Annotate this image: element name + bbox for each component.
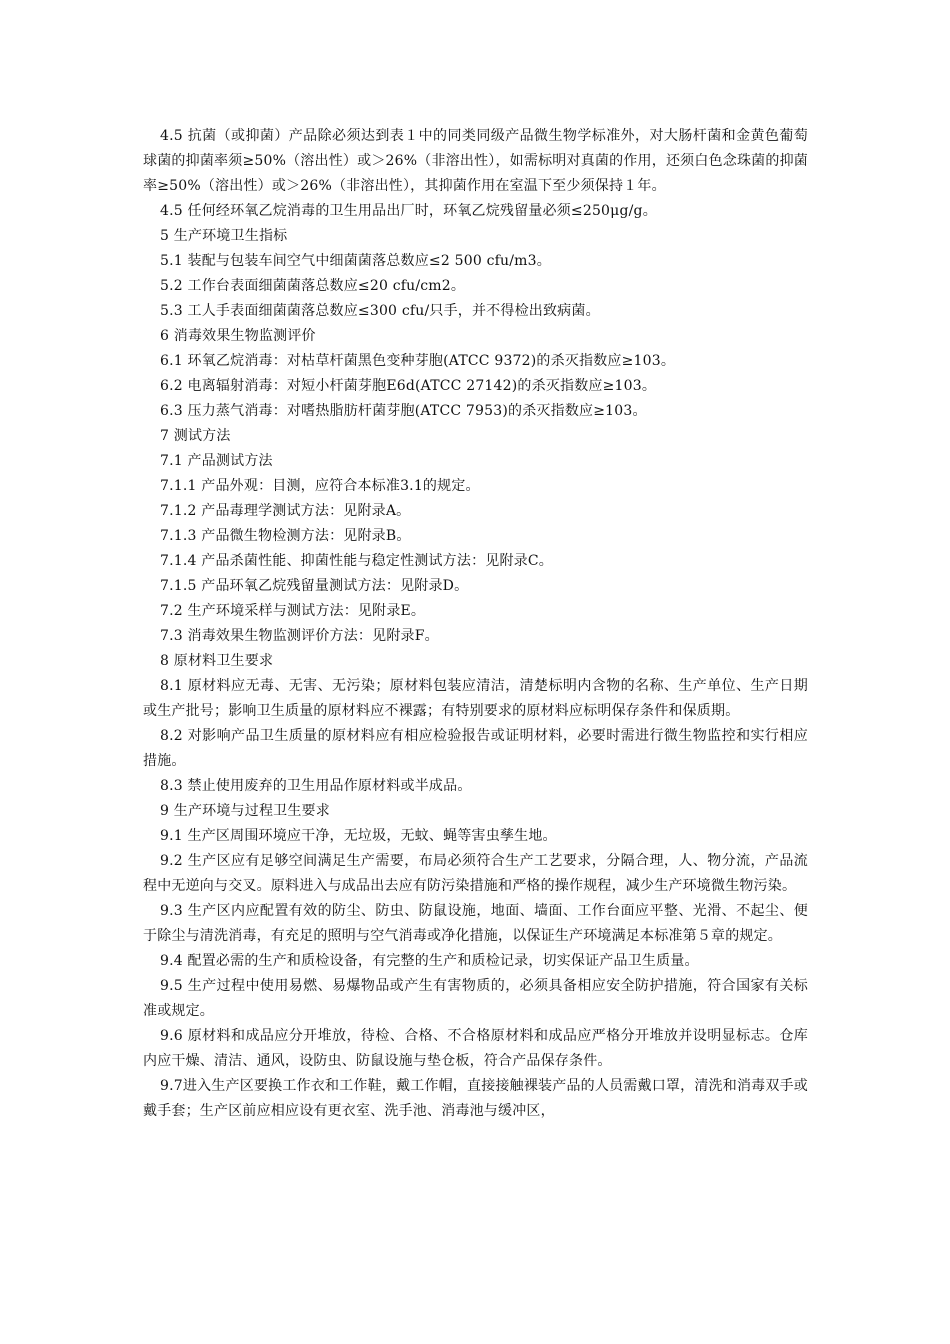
paragraph-4-5-antibacterial: 4.5 抗菌（或抑菌）产品除必须达到表１中的同类同级产品微生物学标准外，对大肠杆菌和金黄色葡萄球菌的抑菌率须≥50%（溶出性）或＞26%（非溶出性），如需标明对真菌的作用，还须白色念珠菌的抑菌率≥50%（溶出性）或＞26%（非溶出性），其抑菌作用在室温下至少须保持１年。	[143, 128, 808, 194]
paragraph-5-3: 5.3 工人手表面细菌菌落总数应≤300 cfu/只手，并不得检出致病菌。	[160, 303, 600, 319]
paragraph-7-3: 7.3 消毒效果生物监测评价方法：见附录F。	[160, 628, 439, 644]
section-heading-7: 7 测试方法	[160, 428, 231, 444]
paragraph-7-1-4: 7.1.4 产品杀菌性能、抑菌性能与稳定性测试方法：见附录C。	[160, 553, 553, 569]
paragraph-8-2: 8.2 对影响产品卫生质量的原材料应有相应检验报告或证明材料，必要时需进行微生物监控和实行相应措施。	[143, 728, 808, 769]
paragraph-4-5-ethylene-oxide: 4.5 任何经环氧乙烷消毒的卫生用品出厂时，环氧乙烷残留量必须≤250μg/g。	[160, 203, 657, 219]
paragraph-6-1: 6.1 环氧乙烷消毒：对枯草杆菌黑色变种芽胞(ATCC 9372)的杀灭指数应≥103。	[160, 353, 676, 369]
paragraph-5-2: 5.2 工作台表面细菌菌落总数应≤20 cfu/cm2。	[160, 278, 466, 294]
section-heading-9: 9 生产环境与过程卫生要求	[160, 803, 330, 819]
paragraph-8-1: 8.1 原材料应无毒、无害、无污染；原材料包装应清洁，清楚标明内含物的名称、生产单位、生产日期或生产批号；影响卫生质量的原材料应不裸露；有特别要求的原材料应标明保存条件和保质期。	[143, 678, 808, 719]
document-body	[143, 124, 808, 1124]
paragraph-5-1: 5.1 装配与包装车间空气中细菌菌落总数应≤2 500 cfu/m3。	[160, 253, 551, 269]
paragraph-9-7: 9.7进入生产区要换工作衣和工作鞋，戴工作帽，直接接触裸装产品的人员需戴口罩，清洗和消毒双手或戴手套；生产区前应相应设有更衣室、洗手池、消毒池与缓冲区，	[143, 1078, 808, 1119]
paragraph-9-4: 9.4 配置必需的生产和质检设备，有完整的生产和质检记录，切实保证产品卫生质量。	[160, 953, 699, 969]
paragraph-6-3: 6.3 压力蒸气消毒：对嗜热脂肪杆菌芽胞(ATCC 7953)的杀灭指数应≥103。	[160, 403, 647, 419]
paragraph-7-1-1: 7.1.1 产品外观：目测，应符合本标准3.1的规定。	[160, 478, 480, 494]
paragraph-9-5: 9.5 生产过程中使用易燃、易爆物品或产生有害物质的，必须具备相应安全防护措施，符合国家有关标准或规定。	[143, 978, 808, 1019]
paragraph-7-1: 7.1 产品测试方法	[160, 453, 273, 469]
paragraph-9-3: 9.3 生产区内应配置有效的防尘、防虫、防鼠设施，地面、墙面、工作台面应平整、光滑、不起尘、便于除尘与清洗消毒，有充足的照明与空气消毒或净化措施，以保证生产环境满足本标准第５章的规定。	[143, 903, 808, 944]
paragraph-9-2: 9.2 生产区应有足够空间满足生产需要，布局必须符合生产工艺要求，分隔合理，人、物分流，产品流程中无逆向与交叉。原料进入与成品出去应有防污染措施和严格的操作规程，减少生产环境微生物污染。	[143, 853, 808, 894]
section-heading-5: 5 生产环境卫生指标	[160, 228, 288, 244]
paragraph-9-1: 9.1 生产区周围环境应干净，无垃圾，无蚊、蝇等害虫孳生地。	[160, 828, 557, 844]
section-heading-6: 6 消毒效果生物监测评价	[160, 328, 316, 344]
paragraph-7-1-3: 7.1.3 产品微生物检测方法：见附录B。	[160, 528, 411, 544]
paragraph-7-1-5: 7.1.5 产品环氧乙烷残留量测试方法：见附录D。	[160, 578, 469, 594]
section-heading-8: 8 原材料卫生要求	[160, 653, 274, 669]
paragraph-6-2: 6.2 电离辐射消毒：对短小杆菌芽胞E6d(ATCC 27142)的杀灭指数应≥103。	[160, 378, 657, 394]
paragraph-8-3: 8.3 禁止使用废弃的卫生用品作原材料或半成品。	[160, 778, 472, 794]
paragraph-7-1-2: 7.1.2 产品毒理学测试方法：见附录A。	[160, 503, 411, 519]
paragraph-7-2: 7.2 生产环境采样与测试方法：见附录E。	[160, 603, 426, 619]
paragraph-9-6: 9.6 原材料和成品应分开堆放，待检、合格、不合格原材料和成品应严格分开堆放并设明显标志。仓库内应干燥、清洁、通风，设防虫、防鼠设施与垫仓板，符合产品保存条件。	[143, 1028, 808, 1069]
